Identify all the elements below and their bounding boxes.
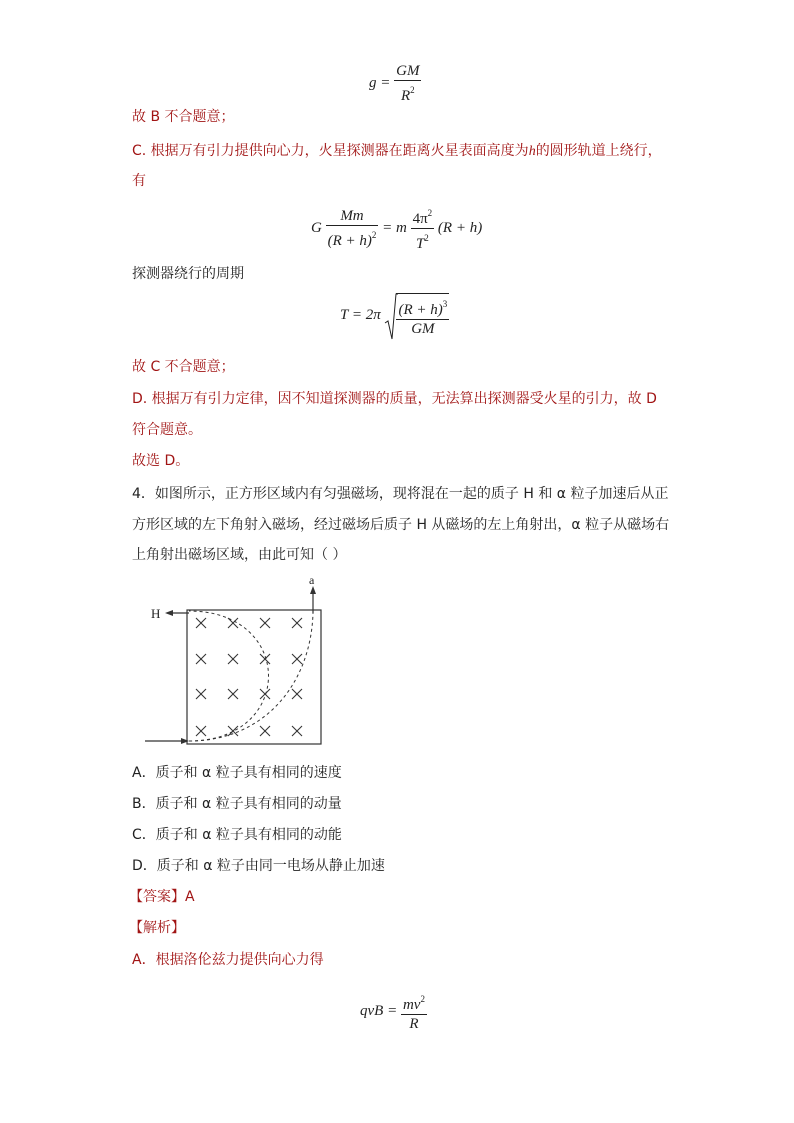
eq3-den: GM xyxy=(411,321,435,337)
field-cross-icon xyxy=(292,726,302,736)
field-crosses xyxy=(196,618,302,736)
paragraph-c-conclusion: 故 C 不合题意； xyxy=(132,359,235,375)
eq2-num2 xyxy=(411,204,435,229)
option-a: A．质子和 α 粒子具有相同的速度 xyxy=(132,765,342,781)
eq4-lhs: qvB = xyxy=(360,1002,398,1019)
paragraph-c-line1-text: C. 根据万有引力提供向心力，火星探测器在距离火星表面高度为 xyxy=(132,143,529,159)
incoming-arrow-icon xyxy=(181,738,189,744)
question-4-line3: 上角射出磁场区域，由此可知（ ） xyxy=(132,547,347,563)
equation-gravity-g xyxy=(369,62,421,105)
analysis-a: A．根据洛伦兹力提供向心力得 xyxy=(132,952,324,968)
paragraph-d-line2: 符合题意。 xyxy=(132,422,202,438)
field-cross-icon xyxy=(228,726,238,736)
field-cross-icon xyxy=(228,689,238,699)
field-cross-icon xyxy=(260,654,270,664)
eq3-num-exp: 3 xyxy=(442,299,448,309)
equation-centripetal xyxy=(311,204,482,253)
eq1-den-base: R xyxy=(400,88,411,104)
analysis-label: 【解析】 xyxy=(129,920,185,936)
field-cross-icon xyxy=(196,618,206,628)
option-d: D．质子和 α 粒子由同一电场从静止加速 xyxy=(132,858,385,874)
paragraph-c-line1-tail: 的圆形轨道上绕行， xyxy=(535,143,662,159)
field-cross-icon xyxy=(196,689,206,699)
eq1-fraction xyxy=(394,62,421,105)
eq2-den1 xyxy=(326,226,379,250)
eq4-fraction xyxy=(401,990,427,1033)
sqrt-radical-icon xyxy=(384,293,398,341)
eq3-lhs: T = 2π xyxy=(340,306,381,323)
proton-exit-arrow-icon xyxy=(165,610,173,616)
height-symbol: h xyxy=(528,144,536,159)
option-c: C．质子和 α 粒子具有相同的动能 xyxy=(132,827,342,843)
eq2-g: G xyxy=(311,219,322,236)
eq2-den1-exp: 2 xyxy=(371,230,377,240)
sqrt-body xyxy=(396,293,449,338)
eq2-fraction2 xyxy=(411,204,435,253)
eq1-numerator: GM xyxy=(396,63,420,79)
equation-period xyxy=(340,293,449,338)
eq4-num-exp: 2 xyxy=(420,994,425,1004)
paragraph-period: 探测器绕行的周期 xyxy=(132,266,244,282)
eq4-num-base: mv xyxy=(402,997,421,1013)
field-cross-icon xyxy=(260,618,270,628)
eq2-den2-base: T xyxy=(415,236,425,252)
paragraph-b-conclusion: 故 B 不合题意； xyxy=(132,109,235,125)
label-h: H xyxy=(151,606,161,621)
field-cross-icon xyxy=(260,726,270,736)
option-b: B．质子和 α 粒子具有相同的动量 xyxy=(132,796,342,812)
eq2-tail: (R + h) xyxy=(437,219,483,236)
eq2-num2-exp: 2 xyxy=(427,208,433,218)
equation-lorentz xyxy=(360,990,427,1033)
magnetic-field-diagram xyxy=(145,573,335,753)
question-4-line2: 方形区域的左下角射入磁场，经过磁场后质子 H 从磁场的左上角射出，α 粒子从磁场右 xyxy=(132,517,670,533)
eq2-den2 xyxy=(411,229,435,253)
alpha-path xyxy=(189,613,313,741)
paragraph-c-line2: 有 xyxy=(132,173,146,189)
eq1-lhs: g = xyxy=(369,74,391,91)
field-cross-icon xyxy=(228,618,238,628)
eq3-fraction xyxy=(396,295,449,338)
eq1-denominator xyxy=(394,81,421,105)
label-a: a xyxy=(309,573,315,587)
eq2-fraction1 xyxy=(326,207,379,250)
field-cross-icon xyxy=(292,618,302,628)
eq3-num xyxy=(396,295,449,320)
sqrt-symbol xyxy=(384,293,449,338)
eq2-num1: Mm xyxy=(326,207,379,226)
eq3-num-base: (R + h) xyxy=(398,302,443,318)
answer-label: 【答案】A xyxy=(129,889,195,905)
field-cross-icon xyxy=(292,689,302,699)
eq2-equals: = m xyxy=(382,219,407,236)
paragraph-choose: 故选 D。 xyxy=(132,453,190,469)
eq2-num2-base: 4π xyxy=(412,211,428,227)
eq2-den2-exp: 2 xyxy=(424,233,429,243)
field-cross-icon xyxy=(196,654,206,664)
field-cross-icon xyxy=(292,654,302,664)
field-cross-icon xyxy=(196,726,206,736)
eq1-den-exp: 2 xyxy=(410,85,415,95)
eq4-den: R xyxy=(409,1016,419,1032)
paragraph-d-line1: D. 根据万有引力定律，因不知道探测器的质量，无法算出探测器受火星的引力，故 D xyxy=(132,391,657,407)
alpha-exit-arrow-icon xyxy=(310,586,316,594)
eq2-den1-base: (R + h) xyxy=(327,233,372,249)
field-cross-icon xyxy=(228,654,238,664)
question-4-line1: 4．如图所示，正方形区域内有匀强磁场，现将混在一起的质子 H 和 α 粒子加速后从正 xyxy=(132,486,669,502)
proton-path xyxy=(189,611,269,741)
eq4-num xyxy=(401,990,427,1015)
paragraph-c-line1 xyxy=(132,141,662,162)
